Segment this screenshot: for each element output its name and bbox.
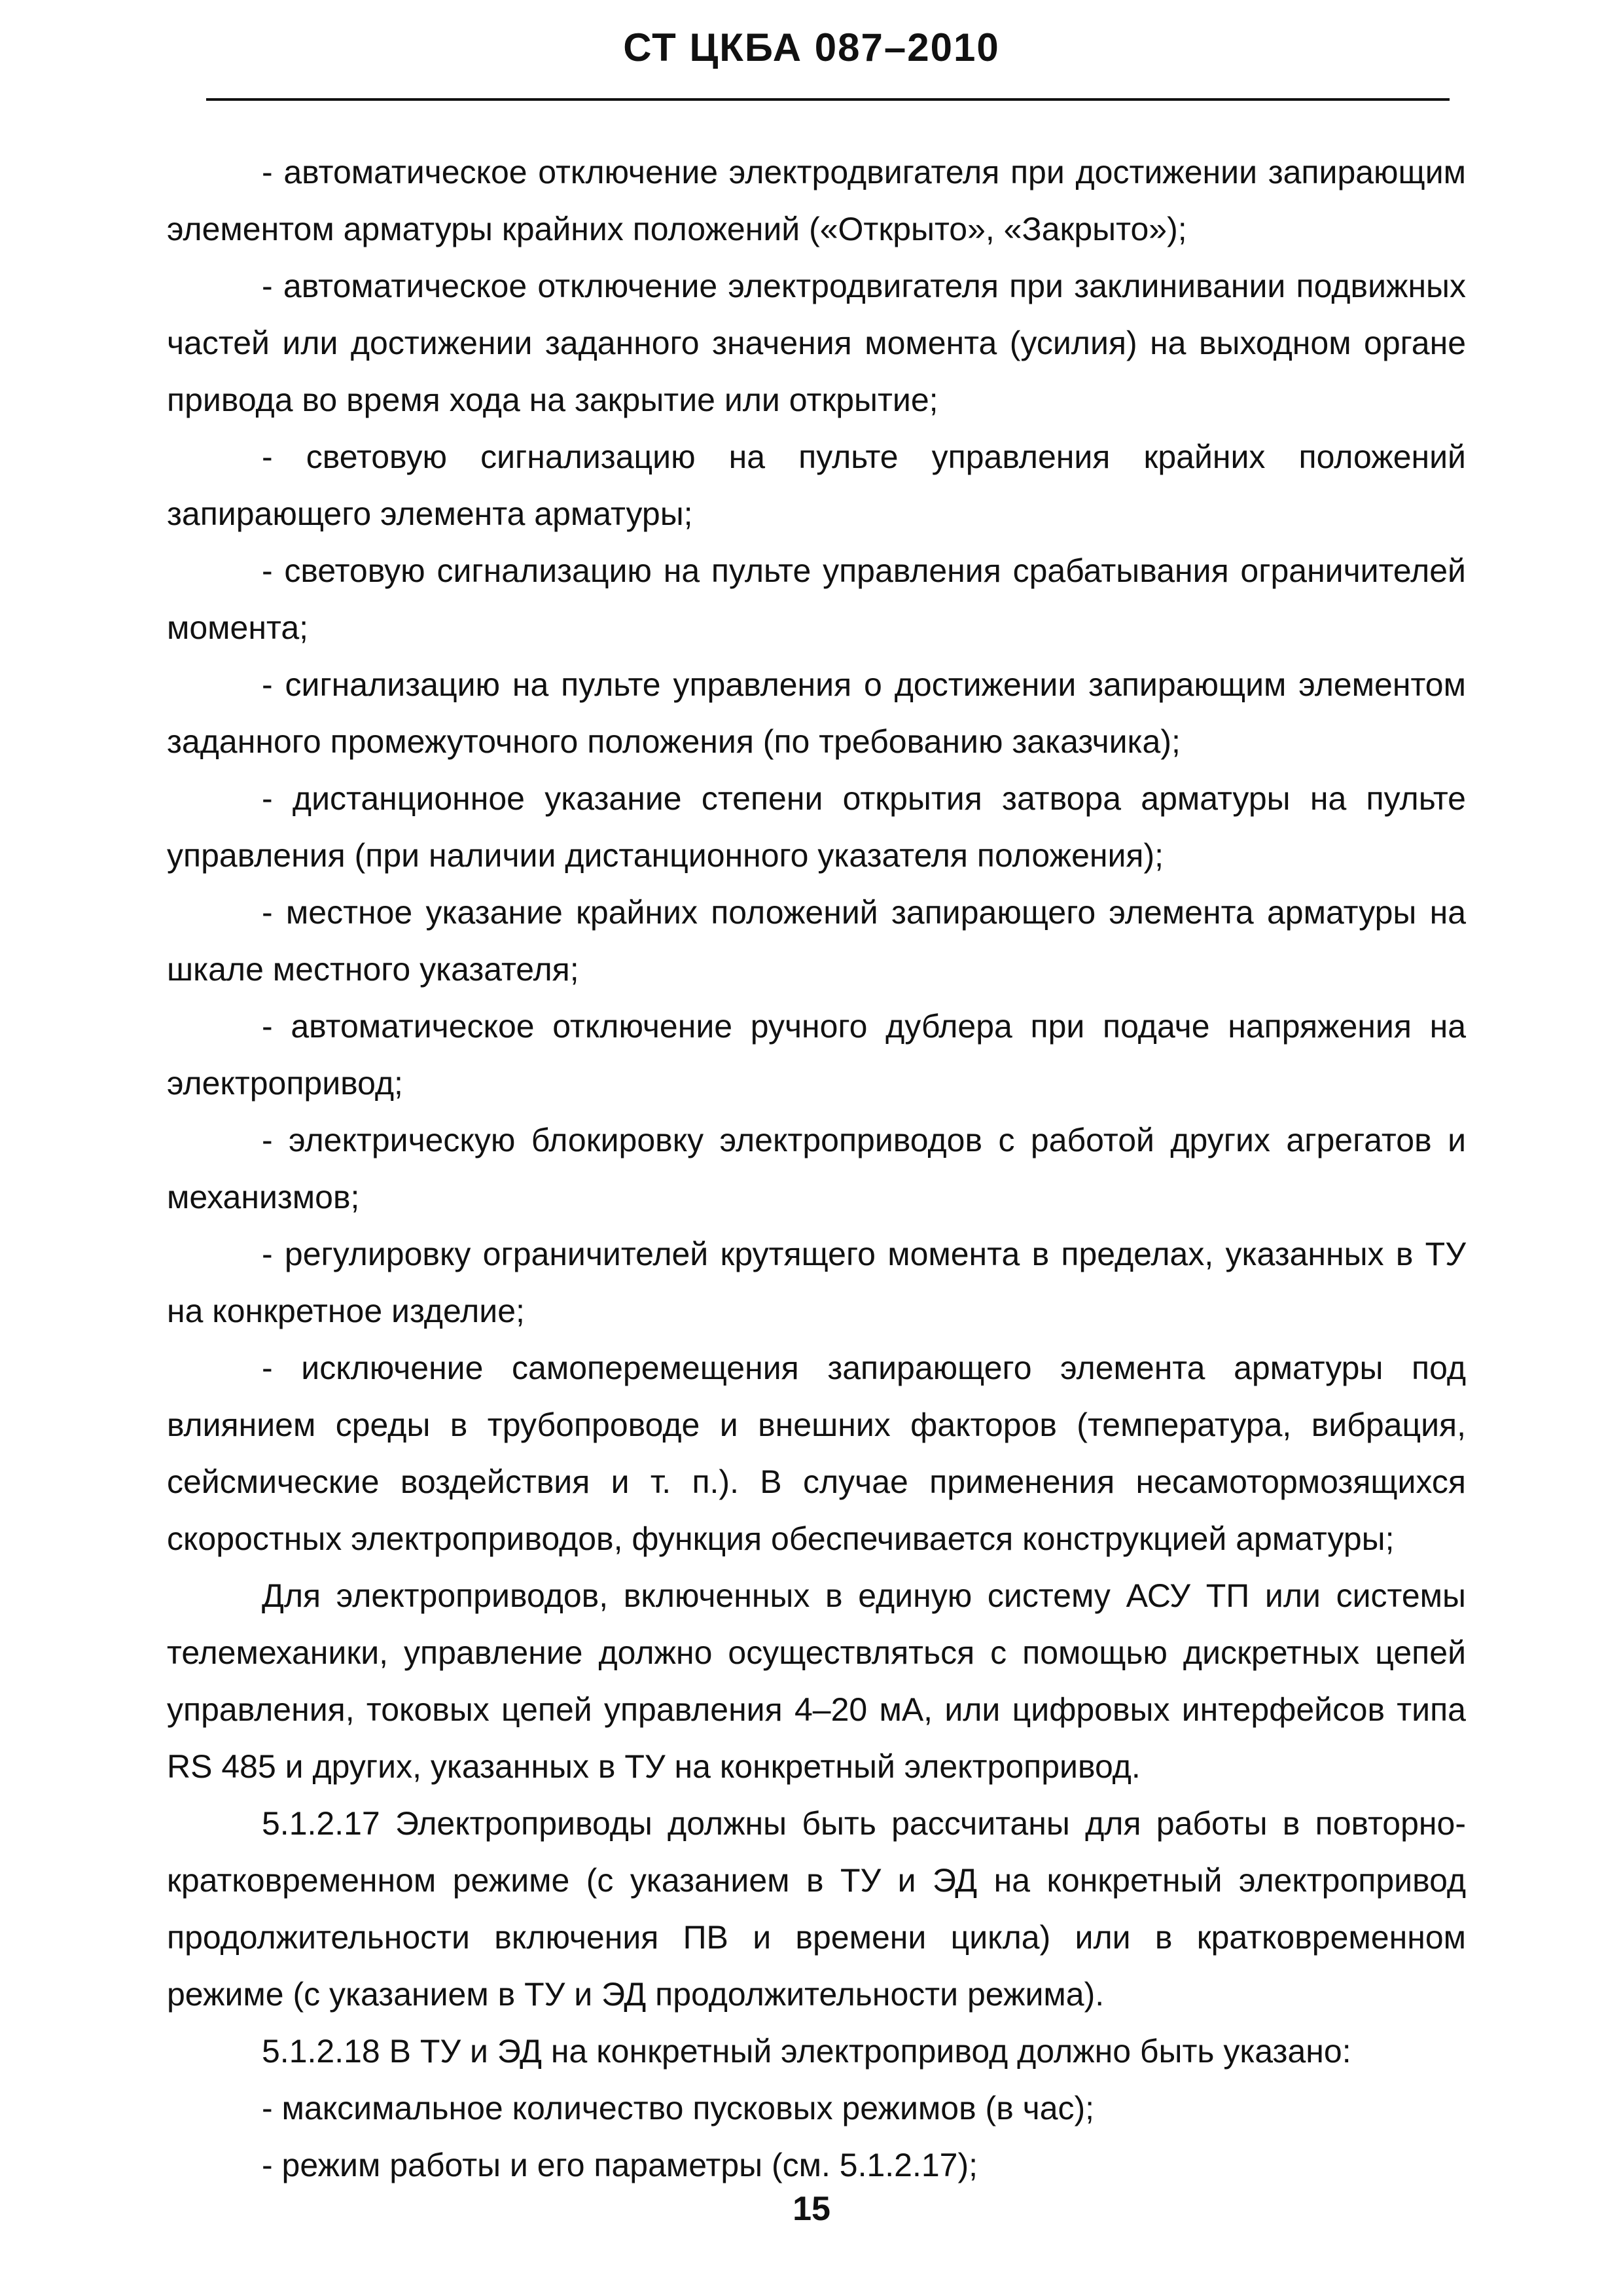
document-body bbox=[167, 144, 1466, 2194]
paragraph: Для электроприводов, включенных в единую систему АСУ ТП или системы телемеханики, управление должно осуществляться с помощью дискретных цепей управления, токовых цепей управления 4–20 мА, или цифровых интерфейсов типа RS 485 и других, указанных в ТУ на конкретный электропривод. bbox=[167, 1577, 1466, 1785]
paragraph: - световую сигнализацию на пульте управления срабатывания ограничителей момента; bbox=[167, 552, 1466, 646]
document-header: СТ ЦКБА 087–2010 bbox=[623, 26, 1000, 69]
paragraph: - исключение самоперемещения запирающего элемента арматуры под влиянием среды в трубопроводе и внешних факторов (температура, вибрация, сейсмические воздействия и т. п.). В случае применения несамотормозящихся скоростных электроприводов, функция обеспечивается конструкцией арматуры; bbox=[167, 1350, 1466, 1557]
paragraph: - режим работы и его параметры (см. 5.1.2.17); bbox=[262, 2147, 978, 2183]
paragraph: - световую сигнализацию на пульте управления крайних положений запирающего элемента арматуры; bbox=[167, 439, 1466, 532]
paragraph: - сигнализацию на пульте управления о достижении запирающим элементом заданного промежуточного положения (по требованию заказчика); bbox=[167, 666, 1466, 760]
page-number: 15 bbox=[793, 2190, 830, 2228]
paragraph: - регулировку ограничителей крутящего момента в пределах, указанных в ТУ на конкретное изделие; bbox=[167, 1236, 1466, 1329]
paragraph: - автоматическое отключение ручного дублера при подаче напряжения на электропривод; bbox=[167, 1008, 1466, 1102]
paragraph: 5.1.2.18 В ТУ и ЭД на конкретный электропривод должно быть указано: bbox=[262, 2033, 1351, 2070]
header-rule bbox=[206, 98, 1450, 101]
paragraph: 5.1.2.17 Электроприводы должны быть рассчитаны для работы в повторно-кратковременном режиме (с указанием в ТУ и ЭД на конкретный электропривод продолжительности включения ПВ и времени цикла) или в кратковременном режиме (с указанием в ТУ и ЭД продолжительности режима). bbox=[167, 1805, 1466, 2013]
paragraph: - автоматическое отключение электродвигателя при достижении запирающим элементом арматуры крайних положений («Открыто», «Закрыто»); bbox=[167, 154, 1466, 247]
paragraph: - максимальное количество пусковых режимов (в час); bbox=[262, 2090, 1095, 2126]
paragraph: - местное указание крайних положений запирающего элемента арматуры на шкале местного указателя; bbox=[167, 894, 1466, 988]
paragraph: - электрическую блокировку электроприводов с работой других агрегатов и механизмов; bbox=[167, 1122, 1466, 1215]
paragraph: - автоматическое отключение электродвигателя при заклинивании подвижных частей или достижении заданного значения момента (усилия) на выходном органе привода во время хода на закрытие или открытие; bbox=[167, 268, 1466, 418]
paragraph: - дистанционное указание степени открытия затвора арматуры на пульте управления (при наличии дистанционного указателя положения); bbox=[167, 780, 1466, 874]
